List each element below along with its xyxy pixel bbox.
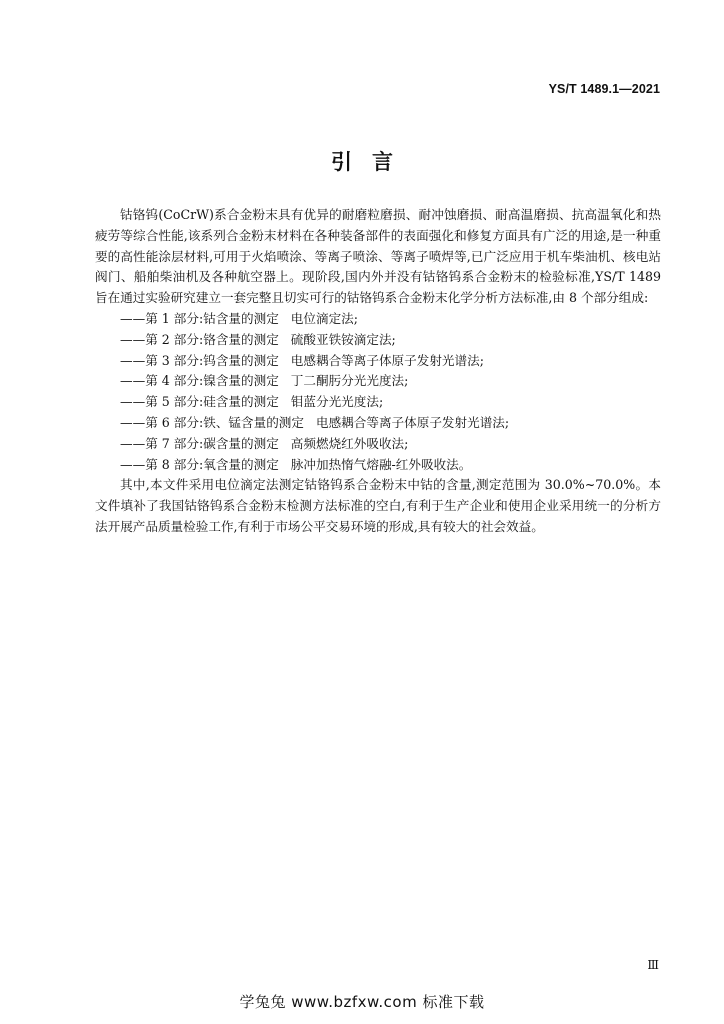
page-number: Ⅲ xyxy=(647,958,659,972)
part-method: 硫酸亚铁铵滴定法; xyxy=(290,331,396,347)
page-title: 引言 xyxy=(331,150,413,174)
part-method: 电位滴定法; xyxy=(290,310,359,326)
part-method: 丁二酮肟分光光度法; xyxy=(290,373,409,389)
part-label: ——第 3 部分:钨含量的测定 xyxy=(120,352,279,368)
part-method: 脉冲加热惰气熔融-红外吸收法。 xyxy=(290,456,472,472)
part-item-2 xyxy=(95,330,661,351)
part-item-8 xyxy=(95,455,661,476)
part-label: ——第 7 部分:碳含量的测定 xyxy=(120,435,279,451)
intro-paragraph-1: 钴铬钨(CoCrW)系合金粉末具有优异的耐磨粒磨损、耐冲蚀磨损、耐高温磨损、抗高温氧化和热疲劳等综合性能,该系列合金粉末材料在各种装备部件的表面强化和修复方面具有广泛的用途,是一种重要的高性能涂层材料,可用于火焰喷涂、等离子喷涂、等离子喷焊等,已广泛应用于机车柴油机、核电站阀门、船舶柴油机及各种航空器上。现阶段,国内外并没有钴铬钨系合金粉末的检验标准,YS/T 1489 旨在通过实验研究建立一套完整且切实可行的钴铬钨系合金粉末化学分析方法标准,由 8 个部分组成: xyxy=(95,207,661,306)
part-method: 电感耦合等离子体原子发射光谱法; xyxy=(315,414,510,430)
part-item-6 xyxy=(95,413,661,434)
part-method: 高频燃烧红外吸收法; xyxy=(290,435,409,451)
part-label: ——第 4 部分:镍含量的测定 xyxy=(120,373,279,389)
part-label: ——第 8 部分:氧含量的测定 xyxy=(120,456,279,472)
part-label: ——第 5 部分:硅含量的测定 xyxy=(120,394,279,410)
intro-paragraph-2: 其中,本文件采用电位滴定法测定钴铬钨系合金粉末中钴的含量,测定范围为 30.0%~70.0%。本文件填补了我国钴铬钨系合金粉末检测方法标准的空白,有利于生产企业和使用企业采用统一的分析方法开展产品质量检验工作,有利于市场公平交易环境的形成,具有较大的社会效益。 xyxy=(95,477,661,534)
part-method: 钼蓝分光光度法; xyxy=(290,394,384,410)
parts-list xyxy=(95,309,661,475)
part-label: ——第 2 部分:铬含量的测定 xyxy=(120,331,279,347)
standard-code: YS/T 1489.1—2021 xyxy=(548,82,660,96)
part-method: 电感耦合等离子体原子发射光谱法; xyxy=(290,352,484,368)
part-item-3 xyxy=(95,351,661,372)
part-item-4 xyxy=(95,371,661,392)
introduction-body xyxy=(95,205,661,538)
part-item-1 xyxy=(95,309,661,330)
part-item-5 xyxy=(95,392,661,413)
part-item-7 xyxy=(95,434,661,455)
download-watermark: 学兔兔 www.bzfxw.com 标准下载 xyxy=(239,993,485,1011)
part-label: ——第 1 部分:钴含量的测定 xyxy=(120,310,279,326)
part-label: ——第 6 部分:铁、锰含量的测定 xyxy=(120,414,304,430)
